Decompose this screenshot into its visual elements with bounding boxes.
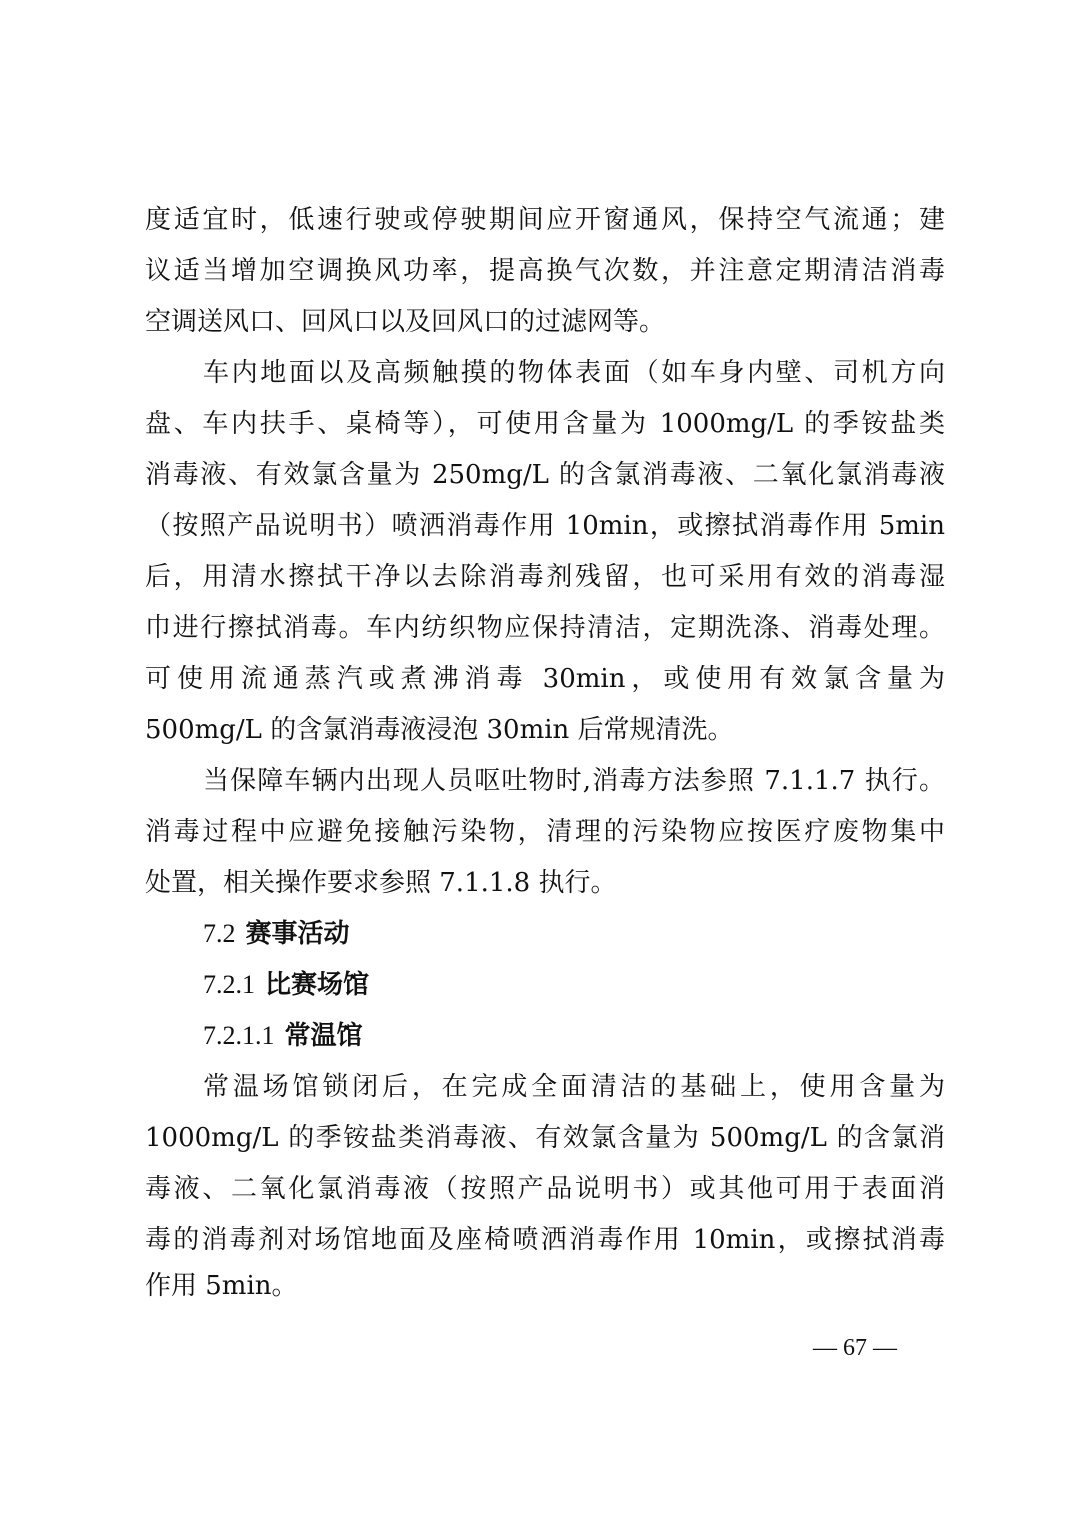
text-line: 常温场馆锁闭后，在完成全面清洁的基础上，使用含量为 — [203, 1072, 945, 1102]
text-line: 车内地面以及高频触摸的物体表面（如车身内壁、司机方向 — [203, 358, 945, 388]
text-line: 巾进行擦拭消毒。车内纺织物应保持清洁，定期洗涤、消毒处理。 — [145, 613, 945, 643]
text-line: 可使用流通蒸汽或煮沸消毒 30min，或使用有效氯含量为 — [145, 664, 945, 694]
text-line: 毒液、二氧化氯消毒液（按照产品说明书）或其他可用于表面消 — [145, 1174, 945, 1204]
section-number: 7.2 — [203, 919, 236, 948]
subsubsection-number: 7.2.1.1 — [203, 1021, 275, 1050]
text-line: 处置，相关操作要求参照 7.1.1.8 执行。 — [145, 868, 617, 898]
subsection-title: 比赛场馆 — [265, 970, 370, 1000]
subsection-heading — [203, 965, 369, 1005]
text-line: 后，用清水擦拭干净以去除消毒剂残留，也可采用有效的消毒湿 — [145, 562, 945, 592]
text-line: 作用 5min。 — [145, 1271, 298, 1301]
text-line: 空调送风口、回风口以及回风口的过滤网等。 — [145, 307, 666, 337]
text-line: 消毒液、有效氯含量为 250mg/L 的含氯消毒液、二氧化氯消毒液 — [145, 460, 945, 490]
text-line: 消毒过程中应避免接触污染物，清理的污染物应按医疗废物集中 — [145, 817, 945, 847]
section-heading — [203, 914, 350, 954]
page-number: — 67 — — [813, 1335, 897, 1361]
subsection-number: 7.2.1 — [203, 970, 255, 999]
text-line: 毒的消毒剂对场馆地面及座椅喷洒消毒作用 10min，或擦拭消毒 — [145, 1225, 945, 1255]
text-line: （按照产品说明书）喷洒消毒作用 10min，或擦拭消毒作用 5min — [145, 511, 945, 541]
text-line: 当保障车辆内出现人员呕吐物时,消毒方法参照 7.1.1.7 执行。 — [203, 766, 945, 796]
subsubsection-heading — [203, 1016, 363, 1056]
text-line: 盘、车内扶手、桌椅等），可使用含量为 1000mg/L 的季铵盐类 — [145, 409, 945, 439]
text-line: 议适当增加空调换风功率，提高换气次数，并注意定期清洁消毒 — [145, 256, 945, 286]
text-line: 500mg/L 的含氯消毒液浸泡 30min 后常规清洗。 — [145, 715, 734, 745]
section-title: 赛事活动 — [245, 919, 350, 949]
text-line: 度适宜时，低速行驶或停驶期间应开窗通风，保持空气流通；建 — [145, 205, 945, 235]
text-line: 1000mg/L 的季铵盐类消毒液、有效氯含量为 500mg/L 的含氯消 — [145, 1123, 945, 1153]
subsubsection-title: 常温馆 — [284, 1021, 363, 1051]
